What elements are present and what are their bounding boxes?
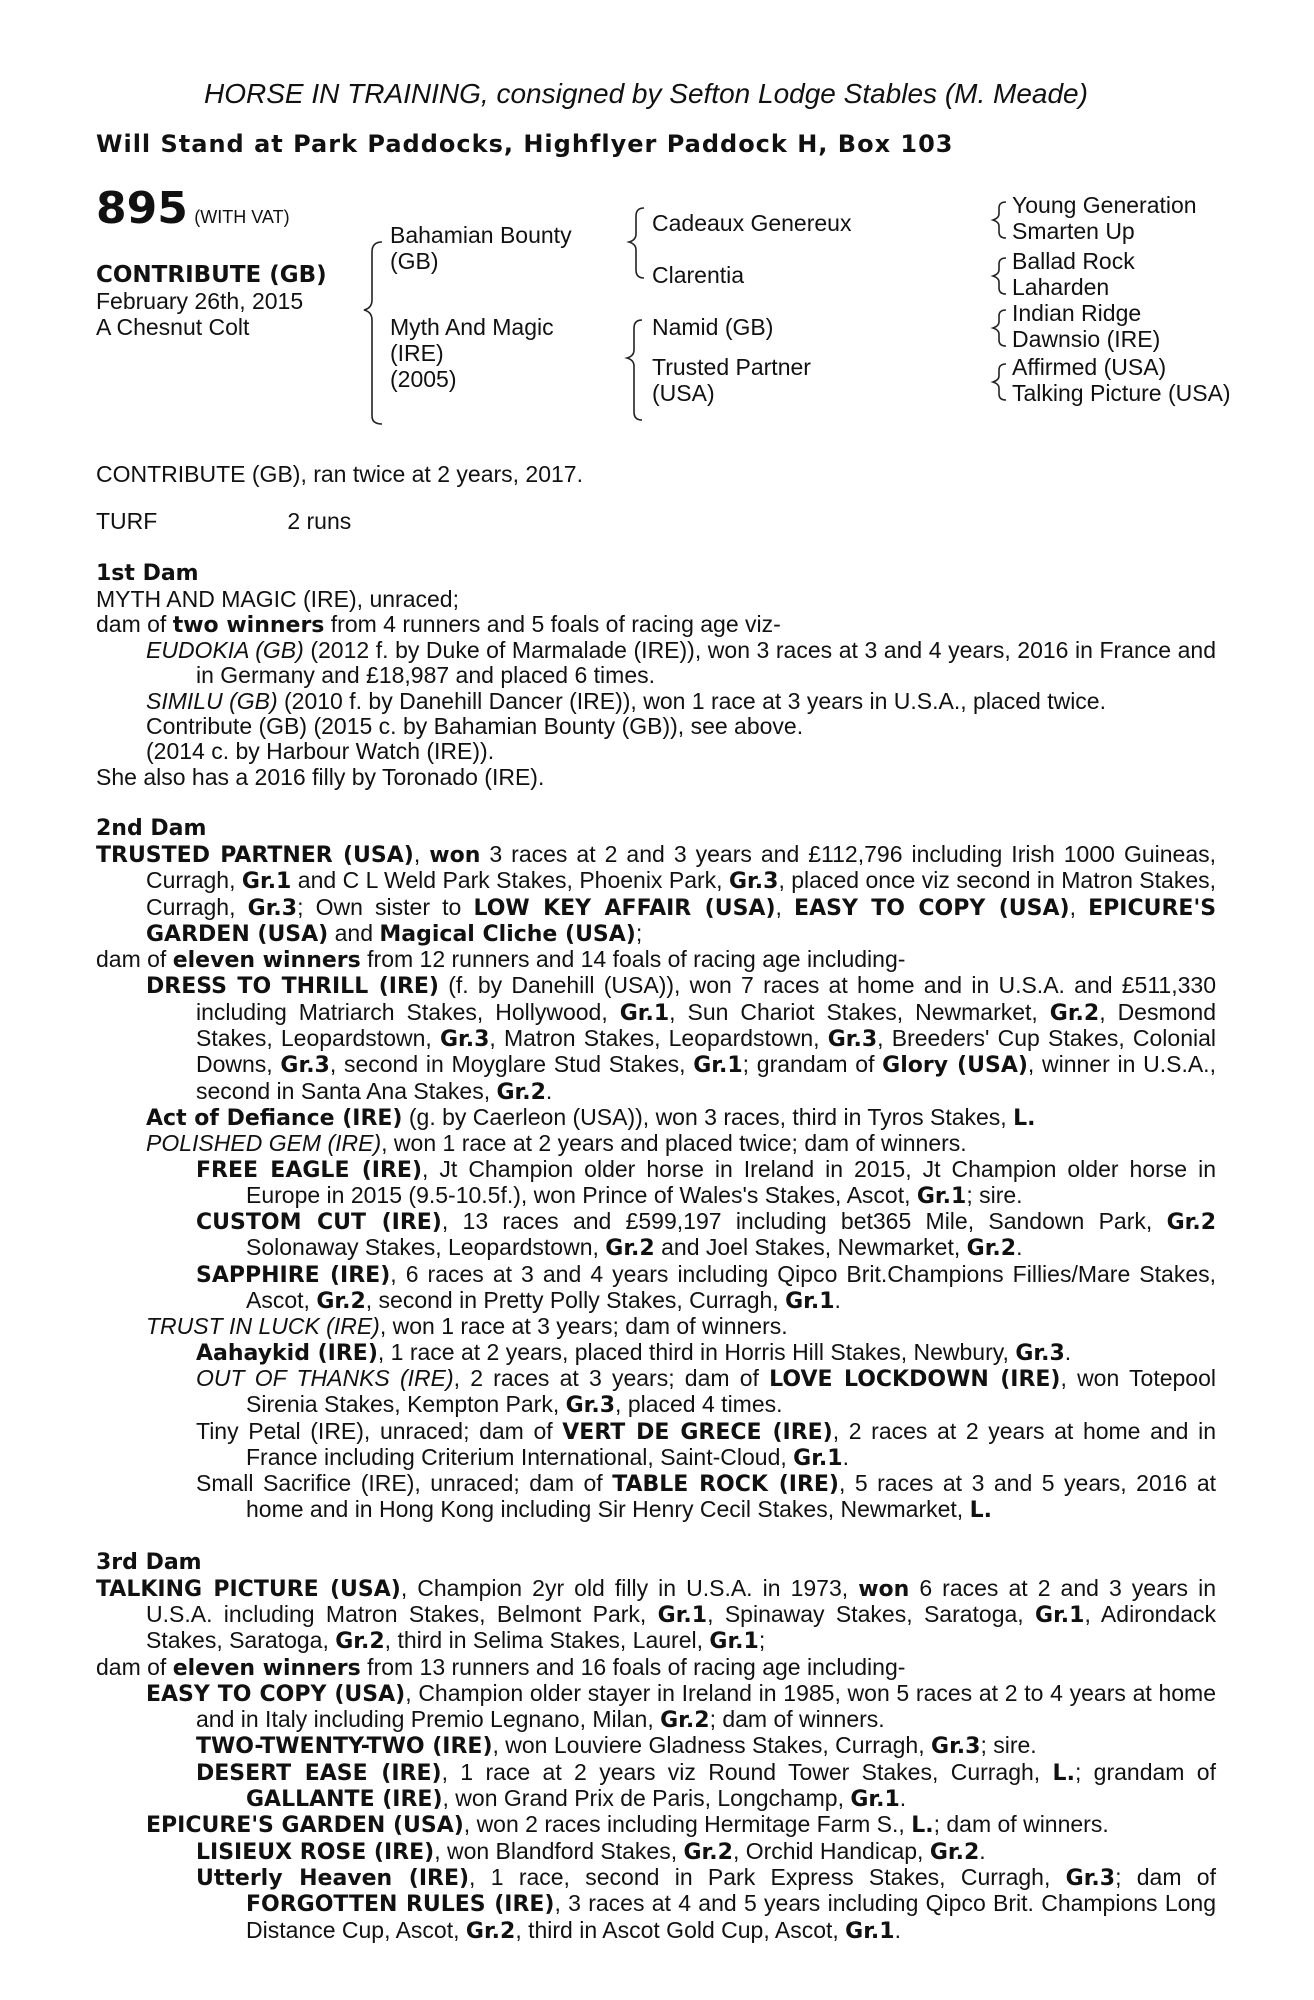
produce-entry: FREE EAGLE (IRE), Jt Champion older horse in Ireland in 2015, Jt Champion older horse in Europe in 2015 (9.5-10.5f.), won Prince of Wales's Stakes, Ascot, Gr.1; sire. [196, 1155, 1216, 1209]
brace-gen3-2 [993, 258, 1006, 294]
pedigree-block [96, 183, 1231, 436]
dam-dam: Trusted Partner [652, 354, 811, 380]
produce-entry: DRESS TO THRILL (IRE) (f. by Danehill (USA)), won 7 races at home and in U.S.A. and £511,330 including Matriarch Stakes, Hollywood, Gr.1, Sun Chariot Stakes, Newmarket, Gr.2, Desmond Stakes, Leopardstown, Gr.3, Matron Stakes, Leopardstown, Gr.3, Breeders' Cup Stakes, Colonial Downs, Gr.3, second in Moyglare Stud Stakes, Gr.1; grandam of Glory (USA), winner in U.S.A., second in Santa Ana Stakes, Gr.2. [146, 972, 1217, 1105]
dam-year: (2005) [390, 366, 457, 392]
third-dam-heading: 3rd Dam [96, 1549, 202, 1575]
produce-entry: Utterly Heaven (IRE), 1 race, second in Park Express Stakes, Curragh, Gr.3; dam of FORGOTTEN RULES (IRE), 3 races at 4 and 5 years including Qipco Brit. Champions Long Distance Cup, Ascot, Gr.2, third in Ascot Gold Cup, Ascot, Gr.1. [196, 1863, 1216, 1944]
first-dam-produce-intro: dam of two winners from 4 runners and 5 foals of racing age viz- [96, 610, 781, 638]
gen3-sds: Ballad Rock [1012, 248, 1135, 274]
stand-location: Will Stand at Park Paddocks, Highflyer Paddock H, Box 103 [96, 130, 954, 158]
first-dam-line: MYTH AND MAGIC (IRE), unraced; [96, 585, 459, 612]
produce-entry: Small Sacrifice (IRE), unraced; dam of TABLE ROCK (IRE), 5 races at 3 and 5 years, 2016 at home and in Hong Kong including Sir Henry Cecil Stakes, Newmarket, L. [196, 1470, 1216, 1524]
race-record-summary: CONTRIBUTE (GB), ran twice at 2 years, 2017. [96, 461, 583, 487]
gen3-dsd: Dawnsio (IRE) [1012, 326, 1161, 352]
brace-gen3-4 [993, 364, 1006, 400]
gen3-dss: Indian Ridge [1012, 300, 1142, 326]
sire-country: (GB) [390, 248, 439, 274]
brace-gen2-sire [629, 208, 644, 278]
dam-sire: Namid (GB) [652, 314, 774, 340]
second-dam-produce-intro: dam of eleven winners from 12 runners and 14 foals of racing age including- [96, 946, 906, 974]
brace-gen3-1 [993, 202, 1006, 238]
sire-dam: Clarentia [652, 262, 745, 288]
gen3-dds: Affirmed (USA) [1012, 354, 1167, 380]
third-dam-record: TALKING PICTURE (USA), Champion 2yr old filly in U.S.A. in 1973, won 6 races at 2 and 3 years in U.S.A. including Matron Stakes, Belmont Park, Gr.1, Spinaway Stakes, Saratoga, Gr.1, Adirondack Stakes, Saratoga, Gr.2, third in Selima Stakes, Laurel, Gr.1; [96, 1574, 1217, 1655]
produce-entry: Tiny Petal (IRE), unraced; dam of VERT DE GRECE (IRE), 2 races at 2 years at home and in France including Criterium International, Saint-Cloud, Gr.1. [196, 1417, 1217, 1471]
brace-gen3-3 [993, 310, 1006, 346]
produce-entry: (2014 c. by Harbour Watch (IRE)). [146, 738, 495, 765]
vat-note: (WITH VAT) [194, 207, 290, 227]
foaling-date: February 26th, 2015 [96, 288, 304, 314]
gen3-sdd: Laharden [1012, 274, 1110, 300]
produce-entry: TWO-TWENTY-TWO (IRE), won Louviere Gladness Stakes, Curragh, Gr.3; sire. [196, 1732, 1037, 1760]
produce-entry: TRUST IN LUCK (IRE), won 1 race at 3 years; dam of winners. [146, 1313, 788, 1340]
second-dam-record: TRUSTED PARTNER (USA), won 3 races at 2 and 3 years and £112,796 including Irish 1000 Guineas, Curragh, Gr.1 and C L Weld Park Stakes, Phoenix Park, Gr.3, placed once viz second in Matron Stakes, Curragh, Gr.3; Own sister to LOW KEY AFFAIR (USA), EASY TO COPY (USA), EPICURE'S GARDEN (USA) and Magical Cliche (USA); [96, 840, 1217, 947]
brace-gen2-dam [627, 320, 642, 420]
produce-entry: SAPPHIRE (IRE), 6 races at 3 and 4 years including Qipco Brit.Champions Fillies/Mare Stakes, Ascot, Gr.2, second in Pretty Polly Stakes, Curragh, Gr.1. [196, 1260, 1216, 1315]
produce-entry: EUDOKIA (GB) (2012 f. by Duke of Marmalade (IRE)), won 3 races at 3 and 4 years, 2016 in France and in Germany and £18,987 and placed 6 times. [146, 637, 1216, 689]
gen3-ssd: Smarten Up [1012, 218, 1135, 244]
produce-entry: Act of Defiance (IRE) (g. by Caerleon (USA)), won 3 races, third in Tyros Stakes, L. [146, 1103, 1036, 1131]
consignment-line: HORSE IN TRAINING, consigned by Sefton Lodge Stables (M. Meade) [204, 78, 1088, 109]
first-dam-heading: 1st Dam [96, 560, 199, 586]
produce-entry: POLISHED GEM (IRE), won 1 race at 2 years and placed twice; dam of winners. [146, 1130, 967, 1157]
produce-entry: EPICURE'S GARDEN (USA), won 2 races including Hermitage Farm S., L.; dam of winners. [146, 1811, 1109, 1839]
runs-count: 2 runs [287, 508, 352, 535]
dam-country: (IRE) [390, 340, 444, 366]
produce-note: She also has a 2016 filly by Toronado (IRE). [96, 763, 545, 790]
produce-entry: DESERT EASE (IRE), 1 race at 2 years viz Round Tower Stakes, Curragh, L.; grandam of GALLANTE (IRE), won Grand Prix de Paris, Longchamp, Gr.1. [196, 1758, 1216, 1813]
produce-entry: Aahaykid (IRE), 1 race at 2 years, placed third in Horris Hill Stakes, Newbury, Gr.3. [196, 1338, 1072, 1366]
produce-entry: LISIEUX ROSE (IRE), won Blandford Stakes, Gr.2, Orchid Handicap, Gr.2. [196, 1837, 986, 1865]
produce-entry: SIMILU (GB) (2010 f. by Danehill Dancer (IRE)), won 1 race at 3 years in U.S.A., placed twice. [146, 687, 1106, 714]
catalogue-page [96, 78, 1231, 1944]
horse-name: CONTRIBUTE (GB) [96, 262, 327, 288]
surface-label: TURF [96, 508, 158, 535]
produce-entry: Contribute (GB) (2015 c. by Bahamian Bounty (GB)), see above. [146, 713, 804, 740]
brace-gen1 [364, 242, 382, 424]
horse-description: A Chesnut Colt [96, 314, 250, 340]
produce-entry: EASY TO COPY (USA), Champion older stayer in Ireland in 1985, won 5 races at 2 to 4 years at home and in Italy including Premio Legnano, Milan, Gr.2; dam of winners. [146, 1679, 1217, 1734]
second-dam-heading: 2nd Dam [96, 815, 207, 841]
sire-sire: Cadeaux Genereux [652, 210, 852, 236]
race-record-surface [96, 509, 1216, 534]
produce-entry: OUT OF THANKS (IRE), 2 races at 3 years; dam of LOVE LOCKDOWN (IRE), won Totepool Sirenia Stakes, Kempton Park, Gr.3, placed 4 times. [196, 1364, 1216, 1419]
lot-number: 895 [96, 183, 188, 234]
dam-name: Myth And Magic [390, 314, 554, 340]
dam-dam-country: (USA) [652, 380, 715, 406]
gen3-sss: Young Generation [1012, 192, 1197, 218]
third-dam-produce-intro: dam of eleven winners from 13 runners and 16 foals of racing age including- [96, 1653, 906, 1681]
gen3-ddd: Talking Picture (USA) [1012, 380, 1231, 406]
sire-name: Bahamian Bounty [390, 222, 572, 248]
produce-entry: CUSTOM CUT (IRE), 13 races and £599,197 including bet365 Mile, Sandown Park, Gr.2 Solonaway Stakes, Leopardstown, Gr.2 and Joel Stakes, Newmarket, Gr.2. [196, 1208, 1216, 1262]
